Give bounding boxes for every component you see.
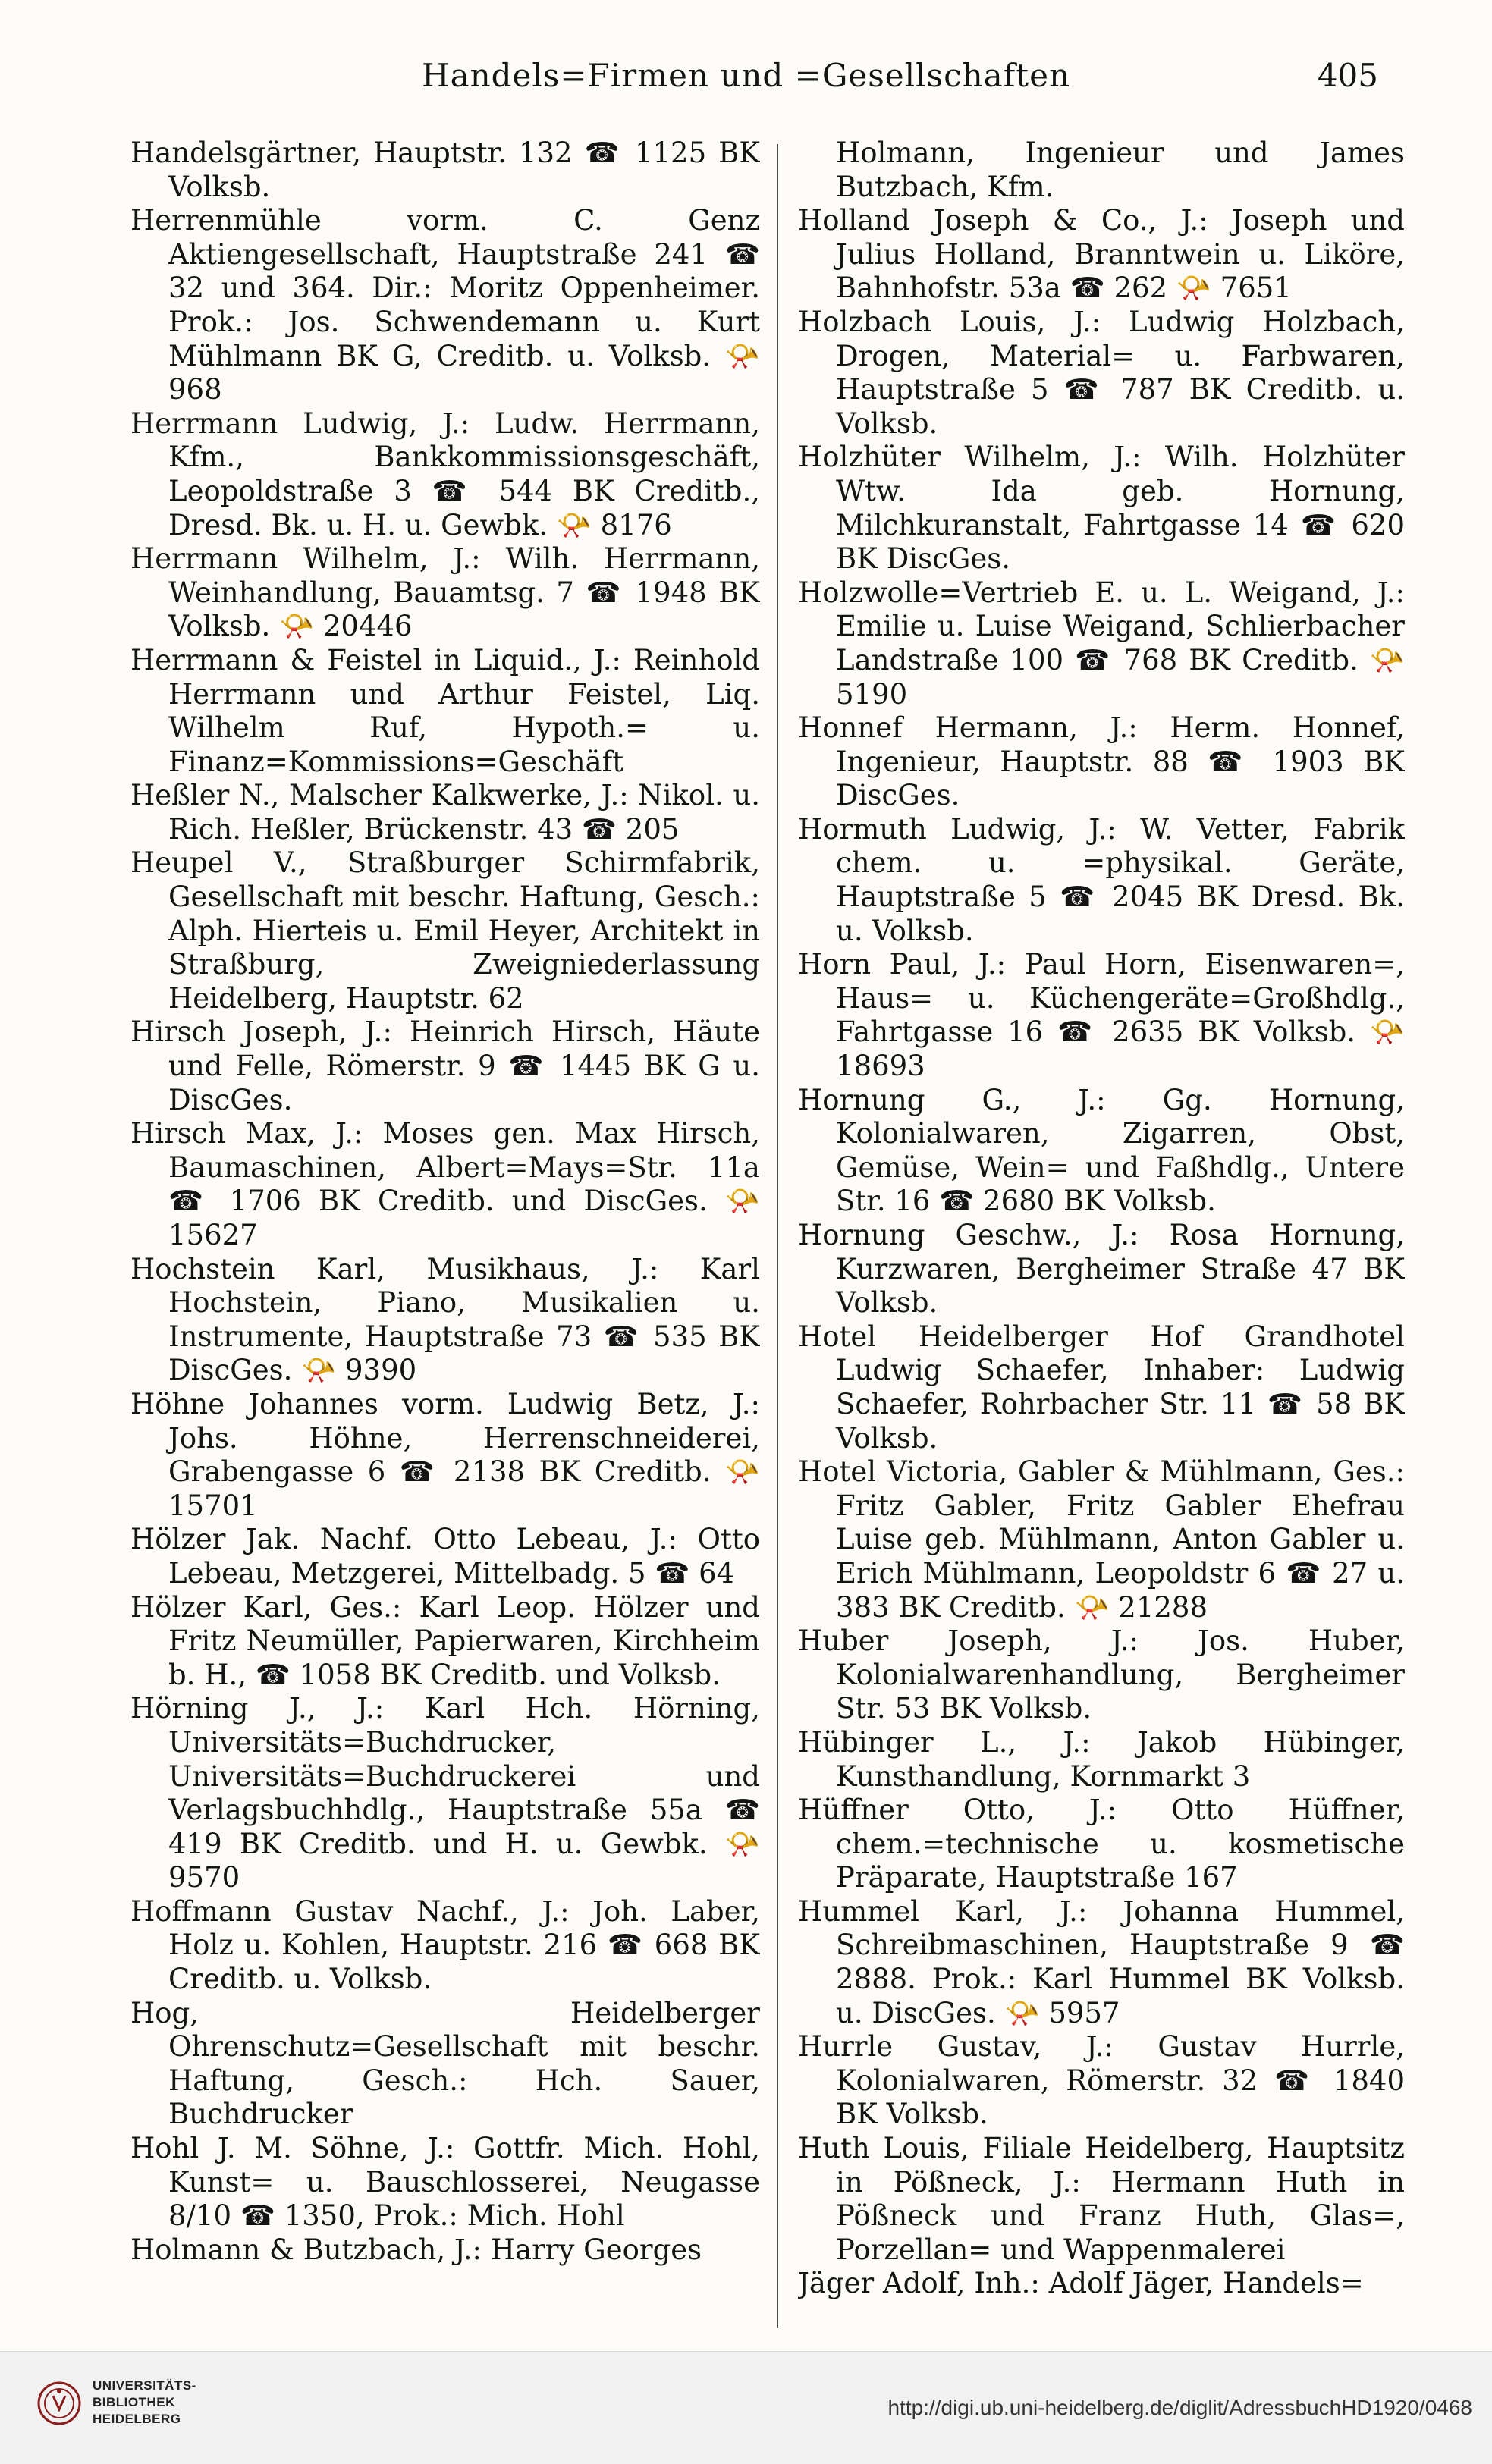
directory-entry: Heßler N., Malscher Kalkwerke, J.: Nikol. u. Rich. Heßler, Brückenstr. 43 ☎ 205 bbox=[130, 779, 760, 846]
running-title: Handels=Firmen und =Gesellschaften bbox=[421, 57, 1071, 94]
directory-entry: Holland Joseph & Co., J.: Joseph und Julius Holland, Branntwein u. Liköre, Bahnhofstr. 53a ☎ 262 📯 7651 bbox=[798, 204, 1405, 305]
library-seal-icon bbox=[36, 2381, 82, 2426]
directory-entry: Hoffmann Gustav Nachf., J.: Joh. Laber, Holz u. Kohlen, Hauptstr. 216 ☎ 668 BK Creditb. u. Volksb. bbox=[130, 1894, 760, 1996]
page-number: 405 bbox=[1317, 57, 1378, 94]
left-column bbox=[130, 137, 760, 2343]
directory-entry: Hochstein Karl, Musikhaus, J.: Karl Hochstein, Piano, Musikalien u. Instrumente, Hauptstraße 73 ☎ 535 BK DiscGes. 📯 9390 bbox=[130, 1252, 760, 1387]
page-header bbox=[114, 42, 1378, 102]
directory-entry: Holzwolle=Vertrieb E. u. L. Weigand, J.: Emilie u. Luise Weigand, Schlierbacher Landstraße 100 ☎ 768 BK Creditb. 📯 5190 bbox=[798, 576, 1405, 711]
library-name-line: BIBLIOTHEK bbox=[93, 2395, 175, 2409]
directory-entry: Holmann & Butzbach, J.: Harry Georges bbox=[130, 2233, 702, 2266]
directory-entry: Hüffner Otto, J.: Otto Hüffner, chem.=technische u. kosmetische Präparate, Hauptstraße 167 bbox=[798, 1794, 1405, 1894]
library-name-line: UNIVERSITÄTS- bbox=[93, 2378, 196, 2393]
directory-entry: Herrmann & Feistel in Liquid., J.: Reinhold Herrmann und Arthur Feistel, Liq. Wilhelm Ruf, Hypoth.= u. Finanz=Kommissions=Geschäft bbox=[130, 643, 760, 778]
directory-entry: Herrmann Ludwig, J.: Ludw. Herrmann, Kfm., Bankkommissionsgeschäft, Leopoldstraße 3 ☎ 544 BK Creditb., Dresd. Bk. u. H. u. Gewbk. 📯 8176 bbox=[130, 406, 760, 541]
directory-entry: Holzhüter Wilhelm, J.: Wilh. Holzhüter Wtw. Ida geb. Hornung, Milchkuranstalt, Fahrtgasse 14 ☎ 620 BK DiscGes. bbox=[798, 441, 1405, 576]
directory-entry: Jäger Adolf, Inh.: Adolf Jäger, Handels= bbox=[798, 2267, 1364, 2300]
directory-entry: Hog, Heidelberger Ohrenschutz=Gesellschaft mit beschr. Haftung, Gesch.: Hch. Sauer, Buchdrucker bbox=[130, 1996, 760, 2131]
directory-entry: Honnef Hermann, J.: Herm. Honnef, Ingenieur, Hauptstr. 88 ☎ 1903 BK DiscGes. bbox=[798, 711, 1405, 812]
library-name-line: HEIDELBERG bbox=[93, 2412, 181, 2426]
directory-entry: Holzbach Louis, J.: Ludwig Holzbach, Drogen, Material= u. Farbwaren, Hauptstraße 5 ☎ 787 BK Creditb. u. Volksb. bbox=[798, 305, 1405, 440]
directory-entry: Hirsch Joseph, J.: Heinrich Hirsch, Häute und Felle, Römerstr. 9 ☎ 1445 BK G u. DiscGes. bbox=[130, 1015, 760, 1116]
library-name bbox=[93, 2378, 196, 2428]
directory-entry: Hormuth Ludwig, J.: W. Vetter, Fabrik chem. u. =physikal. Geräte, Hauptstraße 5 ☎ 2045 BK Dresd. Bk. u. Volksb. bbox=[798, 812, 1405, 947]
directory-entry: Heupel V., Straßburger Schirmfabrik, Gesellschaft mit beschr. Haftung, Gesch.: Alph. Hierteis u. Emil Heyer, Architekt in Straßburg, Zweigniederlassung Heidelberg, Hauptstr. 62 bbox=[130, 846, 760, 1015]
directory-entry: Hölzer Jak. Nachf. Otto Lebeau, J.: Otto Lebeau, Metzgerei, Mittelbadg. 5 ☎ 64 bbox=[130, 1523, 760, 1590]
directory-entry: Holmann, Ingenieur und James Butzbach, Kfm. bbox=[836, 137, 1405, 203]
directory-entry: Hummel Karl, J.: Johanna Hummel, Schreibmaschinen, Hauptstraße 9 ☎ 2888. Prok.: Karl Hummel BK Volksb. u. DiscGes. 📯 5957 bbox=[798, 1894, 1405, 2029]
right-column bbox=[798, 137, 1405, 2343]
directory-entry: Handelsgärtner, Hauptstr. 132 ☎ 1125 BK Volksb. bbox=[130, 137, 760, 203]
column-divider bbox=[777, 144, 778, 2328]
directory-entry: Hurrle Gustav, J.: Gustav Hurrle, Kolonialwaren, Römerstr. 32 ☎ 1840 BK Volksb. bbox=[798, 2030, 1405, 2131]
directory-entry: Hölzer Karl, Ges.: Karl Leop. Hölzer und Fritz Neumüller, Papierwaren, Kirchheim b. H., ☎ 1058 BK Creditb. und Volksb. bbox=[130, 1590, 760, 1691]
directory-entry: Hornung Geschw., J.: Rosa Hornung, Kurzwaren, Bergheimer Straße 47 BK Volksb. bbox=[798, 1219, 1405, 1320]
directory-entry: Hotel Victoria, Gabler & Mühlmann, Ges.: Fritz Gabler, Fritz Gabler Ehefrau Luise geb. Mühlmann, Anton Gabler u. Erich Mühlmann, Leopoldstr 6 ☎ 27 u. 383 BK Creditb. 📯 21288 bbox=[798, 1455, 1405, 1624]
directory-entry: Herrmann Wilhelm, J.: Wilh. Herrmann, Weinhandlung, Bauamtsg. 7 ☎ 1948 BK Volksb. 📯 20446 bbox=[130, 542, 760, 643]
directory-entry: Hotel Heidelberger Hof Grandhotel Ludwig Schaefer, Inhaber: Ludwig Schaefer, Rohrbacher Str. 11 ☎ 58 BK Volksb. bbox=[798, 1320, 1405, 1455]
directory-entry: Horn Paul, J.: Paul Horn, Eisenwaren=, Haus= u. Küchengeräte=Großhdlg., Fahrtgasse 16 ☎ 2635 BK Volksb. 📯 18693 bbox=[798, 948, 1405, 1083]
directory-entry: Hörning J., J.: Karl Hch. Hörning, Universitäts=Buchdrucker, Universitäts=Buchdruckerei und Verlagsbuchhdlg., Hauptstraße 55a ☎ 419 BK Creditb. und H. u. Gewbk. 📯 9570 bbox=[130, 1692, 760, 1894]
directory-entry: Hübinger L., J.: Jakob Hübinger, Kunsthandlung, Kornmarkt 3 bbox=[798, 1725, 1405, 1793]
directory-entry: Huber Joseph, J.: Jos. Huber, Kolonialwarenhandlung, Bergheimer Str. 53 BK Volksb. bbox=[798, 1624, 1405, 1725]
directory-entry: Höhne Johannes vorm. Ludwig Betz, J.: Johs. Höhne, Herrenschneiderei, Grabengasse 6 ☎ 2138 BK Creditb. 📯 15701 bbox=[130, 1387, 760, 1522]
directory-entry: Hirsch Max, J.: Moses gen. Max Hirsch, Baumaschinen, Albert=Mays=Str. 11a ☎ 1706 BK Creditb. und DiscGes. 📯 15627 bbox=[130, 1117, 760, 1251]
directory-entry: Hornung G., J.: Gg. Hornung, Kolonialwaren, Zigarren, Obst, Gemüse, Wein= und Faßhdlg., Untere Str. 16 ☎ 2680 BK Volksb. bbox=[798, 1083, 1405, 1218]
library-footer bbox=[0, 2351, 1492, 2464]
directory-entry: Hohl J. M. Söhne, J.: Gottfr. Mich. Hohl, Kunst= u. Bauschlosserei, Neugasse 8/10 ☎ 1350, Prok.: Mich. Hohl bbox=[130, 2132, 760, 2233]
directory-entry: Huth Louis, Filiale Heidelberg, Hauptsitz in Pößneck, J.: Hermann Huth in Pößneck und Franz Huth, Glas=, Porzellan= und Wappenmalerei bbox=[798, 2132, 1405, 2266]
directory-entry: Herrenmühle vorm. C. Genz Aktiengesellschaft, Hauptstraße 241 ☎ 32 und 364. Dir.: Moritz Oppenheimer. Prok.: Jos. Schwendemann u. Kurt Mühlmann BK G, Creditb. u. Volksb. 📯 968 bbox=[130, 204, 760, 406]
permalink-url[interactable]: http://digi.ub.uni-heidelberg.de/diglit/AdressbuchHD1920/0468 bbox=[887, 2396, 1472, 2419]
